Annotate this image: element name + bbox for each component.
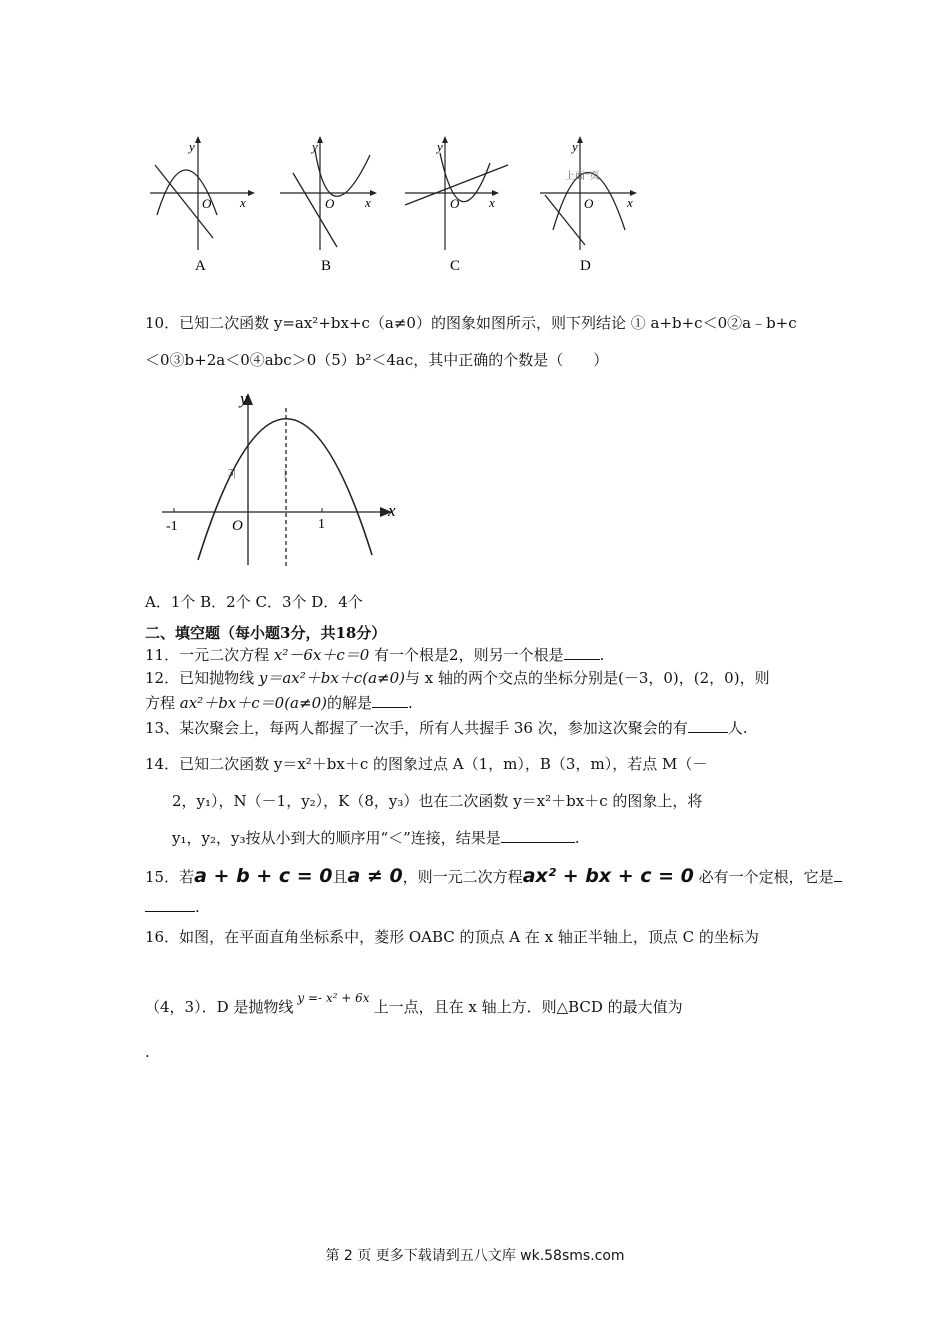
q13-blank[interactable] — [688, 718, 728, 733]
q9-a-label: A — [195, 258, 206, 274]
q10-graph-mark-right: | — [284, 467, 287, 479]
q12-line2-before: 方程 — [145, 694, 180, 712]
q14-end: . — [574, 829, 580, 847]
q10-line2: ＜0③b+2a＜0④abc＞0（5）b²＜4ac，其中正确的个数是（ ） — [145, 351, 609, 369]
q12-blank[interactable] — [372, 693, 408, 708]
q13-text: 13、某次聚会上，每两人都握了一次手，所有人共握手 36 次，参加这次聚会的有 — [145, 719, 688, 737]
q15-blank-start[interactable] — [834, 867, 842, 882]
q9-d-label: D — [580, 258, 591, 274]
q11-equation: x²－6x＋c＝0 — [273, 646, 370, 664]
q15-blank[interactable] — [145, 897, 195, 912]
q13-end: 人. — [727, 719, 748, 737]
q11-before: 11．一元二次方程 — [145, 646, 274, 664]
q15-after: ，则一元二次方程 — [402, 868, 523, 886]
q12-line2-after: 的解是 — [326, 694, 372, 712]
q9-c-y-label: y — [437, 139, 443, 154]
q15-line2 — [145, 897, 200, 917]
q10-graph-tick-neg1: -1 — [166, 519, 178, 534]
q15-equation: ax² + bx + c = 0 — [522, 865, 694, 887]
q13 — [145, 718, 748, 738]
q12-parabola: y＝ax²＋bx＋c(a≠0) — [258, 669, 405, 687]
q14-blank[interactable] — [501, 828, 575, 843]
q9-option-a-graph — [145, 135, 260, 280]
q10-graph-mark-left: 3| — [228, 467, 236, 479]
q9-d-stray-text: 上面“页 — [565, 171, 600, 182]
q9-c-x-label: x — [489, 195, 495, 210]
q12-before: 12．已知抛物线 — [145, 669, 259, 687]
q10-parabola-graph — [160, 390, 400, 575]
q9-option-b-graph — [275, 135, 390, 280]
q15-prefix: 15．若 — [145, 868, 195, 886]
q9-a-y-label: y — [189, 139, 195, 154]
q10-graph-origin: O — [232, 518, 243, 534]
q16-line2-after: 上一点，且在 x 轴上方．则△BCD 的最大值为 — [373, 998, 683, 1016]
q9-a-x-label: x — [240, 195, 246, 210]
q9-a-origin: O — [202, 196, 212, 211]
q12-equation: ax²＋bx＋c＝0(a≠0) — [179, 694, 327, 712]
q9-b-x-label: x — [365, 195, 371, 210]
q16-line3: . — [145, 1043, 150, 1061]
q9-d-x-label: x — [627, 195, 633, 210]
q9-d-y-label: y — [572, 139, 578, 154]
q10-graph-x-label: x — [388, 501, 396, 520]
q15-condition-a: a ≠ 0 — [347, 865, 403, 887]
q15-condition-sum: a + b + c = 0 — [194, 865, 333, 887]
q11-after: 有一个根是2，则另一个根是 — [369, 646, 564, 664]
q10-graph-tick-1: 1 — [318, 517, 325, 532]
q14-line2: 2，y₁），N（－1，y₂），K（8，y₃）也在二次函数 y＝x²＋bx＋c 的图象上，将 — [172, 792, 703, 810]
section2-heading: 二、填空题（每小题3分，共18分） — [145, 624, 387, 642]
q12-after: 与 x 轴的两个交点的坐标分别是(－3，0)，(2，0)，则 — [404, 669, 770, 687]
q9-option-c-graph — [400, 135, 520, 280]
q12-end: . — [407, 694, 413, 712]
q9-c-label: C — [450, 258, 461, 274]
q10-answers: A．1个 B．2个 C．3个 D．4个 — [145, 593, 363, 611]
q11 — [145, 645, 604, 665]
q9-b-origin: O — [325, 196, 335, 211]
q9-c-origin: O — [450, 196, 460, 211]
q11-blank[interactable] — [564, 645, 600, 660]
q12-line2 — [145, 693, 413, 713]
q10-graph-y-label: y — [240, 390, 248, 408]
q16-parabola-formula: y =- x² + 6x — [297, 991, 370, 1005]
q9-b-label: B — [321, 258, 332, 274]
q14-line3-text: y₁，y₂，y₃按从小到大的顺序用“＜”连接，结果是 — [172, 829, 501, 847]
q16-line2-before: （4，3）．D 是抛物线 — [145, 998, 294, 1016]
q16-line1: 16．如图，在平面直角坐标系中，菱形 OABC 的顶点 A 在 x 轴正半轴上，顶点 C 的坐标为 — [145, 928, 759, 946]
q15-tail: 必有一个定根，它是 — [693, 868, 834, 886]
q16-line2 — [145, 988, 683, 1017]
q14-line1: 14．已知二次函数 y＝x²＋bx＋c 的图象过点 A（1，m），B（3，m），若点 M（－ — [145, 755, 708, 773]
q11-end: . — [599, 646, 605, 664]
q9-b-y-label: y — [312, 139, 318, 154]
q15-mid: 且 — [332, 868, 348, 886]
q15-line1 — [145, 866, 842, 887]
q15-end: . — [195, 898, 200, 916]
page-footer: 第 2 页 更多下载请到五八文库 wk.58sms.com — [325, 1248, 625, 1264]
q9-option-d-graph — [535, 135, 650, 280]
q12-line1 — [145, 668, 770, 688]
q9-d-origin: O — [584, 196, 594, 211]
q10-line1: 10．已知二次函数 y=ax²+bx+c（a≠0）的图象如图所示，则下列结论 ① a+b+c＜0②a﹣b+c — [145, 314, 797, 332]
q14-line3 — [172, 828, 580, 848]
